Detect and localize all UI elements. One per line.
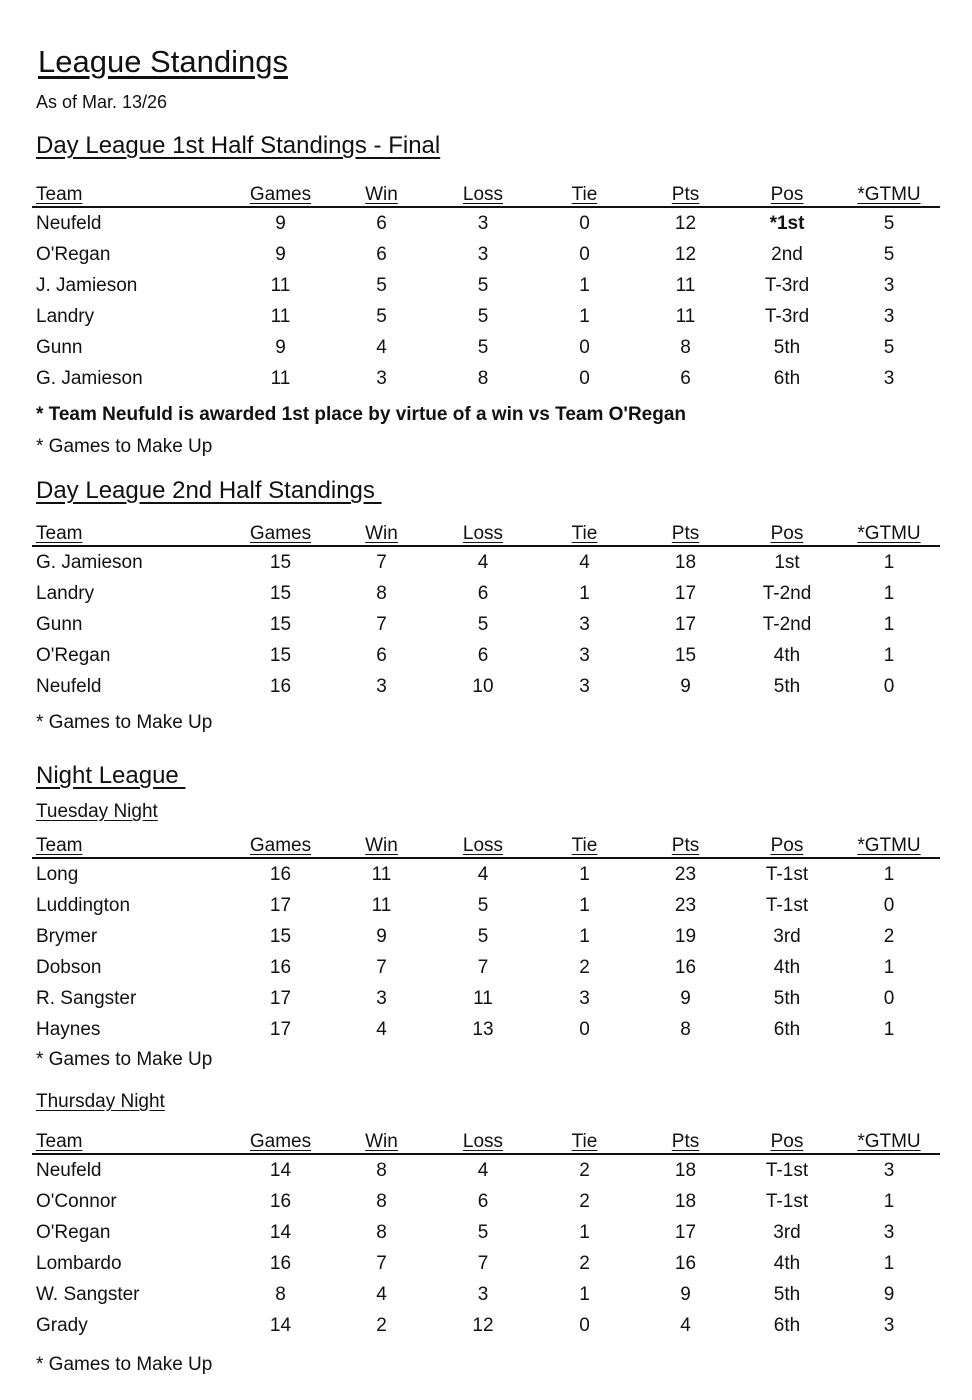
table-cell: 3: [477, 243, 489, 265]
table-cell: R. Sangster: [36, 987, 137, 1009]
table-cell: O'Connor: [36, 1190, 117, 1212]
table-cell: 6th: [773, 1018, 801, 1040]
table-cell: 5: [477, 894, 489, 916]
table-cell: 9: [275, 212, 286, 234]
table-cell: 0: [883, 675, 895, 697]
table-cell: 3: [883, 274, 895, 296]
table-cell: 3: [883, 1221, 895, 1243]
table-cell: 5: [477, 274, 489, 296]
table-row: [32, 578, 940, 609]
table-cell: 1: [883, 1190, 895, 1212]
table-cell: 0: [883, 987, 895, 1009]
table-cell: 1: [579, 274, 590, 296]
table-cell: T-3rd: [764, 305, 810, 327]
table-cell: 5: [883, 243, 895, 265]
table-cell: 18: [674, 551, 697, 573]
table-cell: 1: [883, 863, 895, 885]
table-cell: 23: [674, 863, 697, 885]
table-cell: 1: [883, 644, 895, 666]
table-cell: 11: [473, 987, 493, 1009]
table-row: [32, 546, 940, 578]
table-cell: W. Sangster: [36, 1283, 140, 1305]
column-header: Pos: [736, 829, 838, 858]
table-row: [32, 332, 940, 363]
table-cell: 8: [376, 1190, 387, 1212]
table-cell: 1: [883, 613, 895, 635]
tuesday-heading: Tuesday Night: [36, 801, 158, 822]
table-cell: 1: [579, 894, 590, 916]
table-cell: 11: [371, 894, 392, 916]
column-header: Tie: [534, 517, 635, 546]
table-cell: 1: [579, 863, 590, 885]
day2-standings-table: [32, 517, 940, 702]
day1-gtmu-note: * Games to Make Up: [36, 436, 213, 457]
column-header: Loss: [432, 178, 534, 207]
table-cell: 1: [883, 1252, 895, 1274]
table-cell: 4: [579, 551, 590, 573]
table-cell: 1: [883, 582, 895, 604]
table-row: [32, 1014, 940, 1045]
table-cell: 5: [477, 925, 489, 947]
table-cell: 16: [269, 863, 292, 885]
table-cell: 9: [680, 675, 691, 697]
table-cell: 0: [579, 336, 590, 358]
table-cell: 8: [680, 336, 691, 358]
table-cell: 12: [472, 1314, 494, 1336]
column-header: *GTMU: [838, 178, 940, 207]
column-header: Win: [331, 1125, 432, 1154]
table-row: [32, 239, 940, 270]
table-cell: 12: [674, 212, 697, 234]
table-row: [32, 1310, 940, 1341]
table-cell: 9: [680, 987, 691, 1009]
table-cell: 6th: [773, 1314, 801, 1336]
table-cell: 8: [376, 582, 387, 604]
table-cell: 15: [269, 644, 292, 666]
table-cell: *1st: [769, 212, 805, 234]
column-header: Pts: [635, 1125, 736, 1154]
table-cell: 14: [269, 1221, 292, 1243]
table-cell: 1: [579, 582, 590, 604]
table-cell: 6th: [773, 367, 801, 389]
table-cell: 2: [579, 1190, 590, 1212]
table-cell: Grady: [36, 1314, 88, 1336]
table-cell: 11: [270, 305, 291, 327]
column-header: Pos: [736, 178, 838, 207]
table-cell: 17: [269, 1018, 292, 1040]
table-cell: 7: [376, 956, 387, 978]
table-cell: 8: [275, 1283, 286, 1305]
table-cell: 15: [269, 551, 292, 573]
table-cell: 16: [269, 956, 292, 978]
table-cell: 4th: [773, 1252, 801, 1274]
table-row: [32, 983, 940, 1014]
table-cell: 5: [477, 305, 489, 327]
table-cell: T-1st: [765, 863, 809, 885]
table-cell: 0: [579, 367, 590, 389]
table-cell: 5: [477, 1221, 489, 1243]
table-cell: 16: [269, 1190, 292, 1212]
table-cell: 3: [579, 613, 590, 635]
table-cell: 9: [275, 243, 286, 265]
table-cell: 6: [477, 582, 489, 604]
table-cell: 6: [477, 1190, 489, 1212]
table-cell: T-1st: [765, 1190, 809, 1212]
table-cell: 7: [477, 956, 489, 978]
table-cell: 8: [376, 1159, 387, 1181]
table-cell: 5: [883, 212, 895, 234]
day2-heading: Day League 2nd Half Standings: [36, 477, 382, 504]
column-header: Team: [32, 1125, 230, 1154]
table-cell: 2: [579, 1252, 590, 1274]
table-cell: 4: [477, 551, 489, 573]
day1-award-note: * Team Neufuld is awarded 1st place by virtue of a win vs Team O'Regan: [36, 404, 687, 425]
table-cell: 5th: [773, 675, 801, 697]
table-row: [32, 671, 940, 702]
table-cell: 2: [579, 956, 590, 978]
table-cell: 8: [477, 367, 489, 389]
table-cell: 4: [376, 1018, 387, 1040]
column-header: Team: [32, 178, 230, 207]
column-header: Win: [331, 178, 432, 207]
table-cell: Haynes: [36, 1018, 101, 1040]
table-cell: 11: [675, 305, 696, 327]
table-cell: 3rd: [773, 1221, 801, 1243]
table-cell: 3: [883, 367, 895, 389]
table-cell: 15: [269, 613, 292, 635]
table-cell: 5th: [773, 336, 801, 358]
column-header: Games: [230, 1125, 331, 1154]
table-cell: 13: [472, 1018, 494, 1040]
table-row: [32, 858, 940, 890]
table-cell: 5: [883, 336, 895, 358]
column-header: Pts: [635, 178, 736, 207]
table-header-row: [32, 178, 940, 207]
table-cell: Neufeld: [36, 675, 102, 697]
table-cell: Neufeld: [36, 1159, 102, 1181]
table-cell: Lombardo: [36, 1252, 122, 1274]
table-cell: 3: [579, 987, 590, 1009]
table-cell: G. Jamieson: [36, 367, 143, 389]
table-cell: 5th: [773, 1283, 801, 1305]
table-cell: 17: [674, 582, 697, 604]
column-header: Pts: [635, 829, 736, 858]
day1-heading: Day League 1st Half Standings - Final: [36, 132, 441, 159]
as-of-date: As of Mar. 13/26: [36, 92, 168, 112]
table-cell: 9: [680, 1283, 691, 1305]
table-row: [32, 640, 940, 671]
table-cell: Long: [36, 863, 79, 885]
column-header: Games: [230, 178, 331, 207]
column-header: Win: [331, 829, 432, 858]
table-cell: 3: [579, 675, 590, 697]
table-row: [32, 921, 940, 952]
table-row: [32, 301, 940, 332]
table-row: [32, 363, 940, 394]
thursday-standings-table: [32, 1125, 940, 1341]
table-row: [32, 1154, 940, 1186]
table-cell: 5: [376, 305, 387, 327]
table-cell: 4: [376, 1283, 387, 1305]
table-row: [32, 1279, 940, 1310]
column-header: Win: [331, 517, 432, 546]
thursday-gtmu-note: * Games to Make Up: [36, 1354, 213, 1375]
table-cell: 3: [376, 675, 387, 697]
table-cell: 15: [269, 582, 292, 604]
column-header: Games: [230, 829, 331, 858]
table-cell: 0: [579, 212, 590, 234]
table-cell: 17: [269, 894, 292, 916]
table-cell: 11: [270, 274, 291, 296]
table-cell: 2: [883, 925, 895, 947]
column-header: Pts: [635, 517, 736, 546]
table-cell: Landry: [36, 305, 95, 327]
table-cell: 15: [674, 644, 697, 666]
column-header: Loss: [432, 517, 534, 546]
page-title: League Standings: [38, 44, 288, 79]
table-cell: 9: [275, 336, 286, 358]
table-cell: 1st: [774, 551, 800, 573]
table-cell: 4: [680, 1314, 691, 1336]
day2-gtmu-note: * Games to Make Up: [36, 712, 213, 733]
table-cell: 14: [269, 1314, 292, 1336]
table-row: [32, 1248, 940, 1279]
table-cell: 1: [579, 1221, 590, 1243]
table-cell: Luddington: [36, 894, 131, 916]
table-cell: 9: [883, 1283, 895, 1305]
table-cell: 8: [376, 1221, 387, 1243]
table-cell: 4th: [773, 644, 801, 666]
table-cell: T-1st: [765, 894, 809, 916]
table-cell: 17: [674, 613, 697, 635]
table-row: [32, 1217, 940, 1248]
table-cell: 1: [883, 1018, 895, 1040]
table-cell: 4: [477, 1159, 489, 1181]
table-cell: T-2nd: [762, 582, 812, 604]
table-cell: 3: [477, 1283, 489, 1305]
table-cell: 9: [376, 925, 387, 947]
table-header-row: [32, 829, 940, 858]
table-cell: 3: [376, 987, 387, 1009]
table-cell: 12: [674, 243, 697, 265]
table-cell: 7: [376, 1252, 387, 1274]
table-cell: O'Regan: [36, 1221, 111, 1243]
table-cell: 11: [371, 863, 392, 885]
table-cell: 16: [269, 675, 292, 697]
table-cell: Gunn: [36, 613, 83, 635]
table-cell: G. Jamieson: [36, 551, 143, 573]
tuesday-gtmu-note: * Games to Make Up: [36, 1049, 213, 1070]
table-cell: 18: [674, 1159, 697, 1181]
table-cell: 3: [477, 212, 489, 234]
tuesday-standings-table: [32, 829, 940, 1045]
table-cell: 11: [675, 274, 696, 296]
table-cell: 3: [883, 305, 895, 327]
thursday-heading: Thursday Night: [36, 1091, 165, 1112]
table-cell: Landry: [36, 582, 95, 604]
table-cell: 5: [477, 336, 489, 358]
day1-standings-table: [32, 178, 940, 394]
table-cell: 0: [579, 243, 590, 265]
table-cell: 6: [376, 644, 387, 666]
table-cell: T-3rd: [764, 274, 810, 296]
table-cell: 6: [477, 644, 489, 666]
table-cell: 1: [579, 925, 590, 947]
table-row: [32, 890, 940, 921]
table-cell: Brymer: [36, 925, 98, 947]
table-cell: 3rd: [773, 925, 801, 947]
table-cell: 6: [376, 243, 387, 265]
table-header-row: [32, 1125, 940, 1154]
table-cell: 14: [269, 1159, 292, 1181]
table-cell: 1: [883, 956, 895, 978]
column-header: *GTMU: [838, 517, 940, 546]
table-header-row: [32, 517, 940, 546]
table-cell: 8: [680, 1018, 691, 1040]
column-header: Loss: [432, 1125, 534, 1154]
table-row: [32, 952, 940, 983]
table-row: [32, 207, 940, 239]
table-cell: 1: [579, 1283, 590, 1305]
column-header: Games: [230, 517, 331, 546]
table-cell: O'Regan: [36, 644, 111, 666]
column-header: Pos: [736, 1125, 838, 1154]
table-cell: T-2nd: [762, 613, 812, 635]
table-cell: 6: [680, 367, 691, 389]
table-cell: 23: [674, 894, 697, 916]
table-cell: 5: [376, 274, 387, 296]
table-cell: 3: [579, 644, 590, 666]
table-cell: 2: [579, 1159, 590, 1181]
table-cell: Gunn: [36, 336, 83, 358]
table-cell: Neufeld: [36, 212, 102, 234]
column-header: Pos: [736, 517, 838, 546]
table-row: [32, 270, 940, 301]
table-cell: 19: [674, 925, 697, 947]
table-cell: 1: [579, 305, 590, 327]
table-cell: 11: [270, 367, 291, 389]
table-cell: 10: [472, 675, 494, 697]
table-cell: 4th: [773, 956, 801, 978]
table-cell: 6: [376, 212, 387, 234]
table-cell: O'Regan: [36, 243, 111, 265]
column-header: Loss: [432, 829, 534, 858]
table-cell: 7: [376, 551, 387, 573]
table-row: [32, 1186, 940, 1217]
table-cell: 1: [883, 551, 895, 573]
table-cell: 4: [477, 863, 489, 885]
column-header: Tie: [534, 178, 635, 207]
column-header: *GTMU: [838, 1125, 940, 1154]
column-header: Team: [32, 517, 230, 546]
column-header: Tie: [534, 829, 635, 858]
table-cell: 0: [579, 1314, 590, 1336]
night-heading: Night League: [36, 762, 186, 789]
table-cell: 17: [674, 1221, 697, 1243]
table-cell: 4: [376, 336, 387, 358]
table-cell: 16: [269, 1252, 292, 1274]
column-header: Tie: [534, 1125, 635, 1154]
column-header: Team: [32, 829, 230, 858]
table-cell: 17: [269, 987, 292, 1009]
table-cell: 5: [477, 613, 489, 635]
table-cell: 16: [674, 1252, 697, 1274]
table-cell: Dobson: [36, 956, 102, 978]
table-cell: 0: [579, 1018, 590, 1040]
table-cell: 16: [674, 956, 697, 978]
table-cell: 18: [674, 1190, 697, 1212]
table-cell: 3: [883, 1314, 895, 1336]
table-cell: J. Jamieson: [36, 274, 138, 296]
table-cell: 7: [477, 1252, 489, 1274]
column-header: *GTMU: [838, 829, 940, 858]
table-cell: 3: [376, 367, 387, 389]
table-cell: T-1st: [765, 1159, 809, 1181]
table-cell: 5th: [773, 987, 801, 1009]
table-cell: 2nd: [771, 243, 803, 265]
table-row: [32, 609, 940, 640]
table-cell: 7: [376, 613, 387, 635]
table-cell: 15: [269, 925, 292, 947]
table-cell: 3: [883, 1159, 895, 1181]
table-cell: 0: [883, 894, 895, 916]
table-cell: 2: [376, 1314, 387, 1336]
